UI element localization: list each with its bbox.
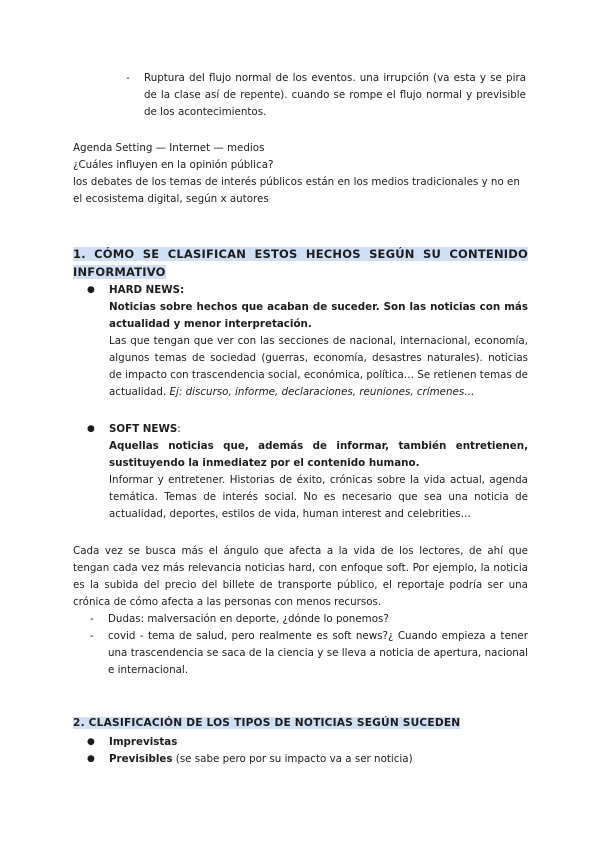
bullet-icon: ● xyxy=(87,737,95,747)
hard-news-title: HARD NEWS: xyxy=(109,284,185,296)
list-item-content xyxy=(109,734,528,751)
list-item-note: (se sabe pero por su impacto va a ser noticia) xyxy=(172,753,413,765)
section-2-list xyxy=(87,734,528,768)
dash-marker: - xyxy=(126,72,130,84)
list-item-label: Previsibles xyxy=(109,753,173,765)
list-item-imprevistas xyxy=(87,734,528,751)
context-paragraph-text: Cada vez se busca más el ángulo que afecta a la vida de los lectores, de ahí que tengan cada vez más relevancia noticias hard, con enfoque soft. Por ejemplo, la noticia es la subida del precio del billete de transporte público, el reportaje podría ser una crónica de cómo afecta a las personas con menos recursos. xyxy=(73,545,528,608)
dudas-item-text: Dudas: malversación en deporte, ¿dónde lo ponemos? xyxy=(108,613,389,625)
context-paragraph xyxy=(73,543,528,611)
dash-marker: - xyxy=(90,613,94,625)
soft-news-body: Informar y entretener. Historias de éxito, crónicas sobre la vida actual, agenda temática. Temas de interés social. No es necesario que sea una noticia de actualidad, deportes, estilos de vida, human interest and celebrities… xyxy=(109,474,528,520)
soft-news-title: SOFT NEWS xyxy=(109,423,178,435)
agenda-line-1: Agenda Setting — Internet — medios xyxy=(73,142,265,154)
list-item-label: Imprevistas xyxy=(109,736,178,748)
hard-news-body xyxy=(109,333,528,401)
section-2-heading-text: 2. CLASIFICACIÓN DE LOS TIPOS DE NOTICIAS SEGÚN SUCEDEN xyxy=(73,717,461,729)
agenda-block xyxy=(73,140,528,208)
dash-marker: - xyxy=(90,630,94,642)
agenda-line-3: los debates de los temas de interés públicos están en los medios tradicionales y no en el ecosistema digital, según x autores xyxy=(73,176,520,205)
hard-news-item xyxy=(87,282,528,401)
intro-list-item xyxy=(126,70,526,121)
list-item-previsibles xyxy=(87,751,528,768)
agenda-line-2: ¿Cuáles influyen en la opinión pública? xyxy=(73,159,274,171)
hard-news-definition: Noticias sobre hechos que acaban de suceder. Son las noticias con más actualidad y menor interpretación. xyxy=(109,301,528,330)
soft-news-title-line xyxy=(109,421,528,438)
intro-item-text: Ruptura del flujo normal de los eventos. una irrupción (va esta y se pira de la clase así de repente). cuando se rompe el flujo normal y previsible de los acontecimientos. xyxy=(144,72,526,118)
section-1-heading xyxy=(73,245,528,281)
bullet-icon: ● xyxy=(87,754,95,764)
dudas-list xyxy=(90,611,528,679)
list-item-content xyxy=(109,751,528,768)
hard-news-examples: Ej: discurso, informe, declaraciones, reuniones, crímenes… xyxy=(169,386,475,398)
soft-news-definition: Aquellas noticias que, además de informar, también entretienen, sustituyendo la inmediatez por el contenido humano. xyxy=(109,440,528,469)
bullet-icon: ● xyxy=(87,424,95,434)
bullet-icon: ● xyxy=(87,285,95,295)
hard-news-body-text: Las que tengan que ver con las secciones de nacional, internacional, economía, algunos temas de sociedad (guerras, economía, desastres naturales). noticias de impacto con trascendencia social, económica, política… Se retienen temas de actualidad. xyxy=(109,335,528,398)
section-2-heading xyxy=(73,715,528,732)
soft-news-item xyxy=(87,421,528,523)
dudas-item xyxy=(90,628,528,679)
section-1-heading-text: 1. CÓMO SE CLASIFICAN ESTOS HECHOS SEGÚN SU CONTENIDO INFORMATIVO xyxy=(73,247,528,279)
soft-news-title-suffix: : xyxy=(177,423,181,435)
dudas-item-text: covid - tema de salud, pero realmente es soft news?¿ Cuando empieza a tener una trascendencia se saca de la ciencia y se lleva a noticia de apertura, nacional e internacional. xyxy=(108,630,528,676)
dudas-item xyxy=(90,611,528,628)
